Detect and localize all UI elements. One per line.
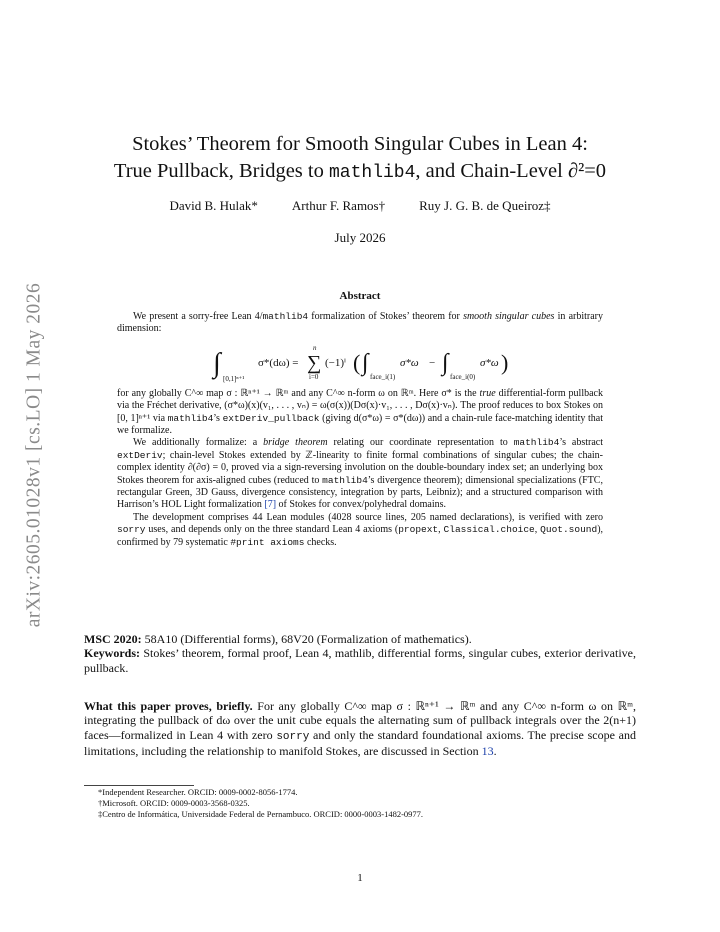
svg-text:−: − <box>429 356 436 369</box>
paper-title <box>80 131 640 187</box>
eq-integrand-0: σ*ω <box>480 356 499 369</box>
eq-face-1: face_i(1) <box>370 372 396 381</box>
footnote-1: *Independent Researcher. ORCID: 0009-0002-8056-1774. <box>98 787 298 797</box>
eq-face-0: face_i(0) <box>450 372 476 381</box>
author-3: Ruy J. G. B. de Queiroz‡ <box>419 198 551 213</box>
eq-lhs: σ*(dω) = <box>258 356 299 369</box>
footnotes <box>84 787 636 820</box>
keywords-line: Keywords: Stokes’ theorem, formal proof, Lean 4, mathlib, differential forms, singular cubes, exterior derivative, pullback. <box>84 646 636 675</box>
eq-domain: [0,1]ⁿ⁺¹ <box>223 374 245 383</box>
footnote-3: ‡Centro de Informática, Universidade Federal de Pernambuco. ORCID: 0000-0003-1482-0977. <box>98 809 424 819</box>
svg-text:∫: ∫ <box>213 347 221 379</box>
citation-link-7[interactable]: [7] <box>264 499 277 511</box>
eq-sum-top: n <box>313 343 317 352</box>
author-2: Arthur F. Ramos† <box>291 198 386 213</box>
summary-heading: What this paper proves, briefly. <box>84 699 253 713</box>
svg-text:∫: ∫ <box>442 349 449 376</box>
eq-integrand-1: σ*ω <box>400 356 419 369</box>
author-1: David B. Hulak* <box>169 198 258 213</box>
footnote-2: †Microsoft. ORCID: 0009-0003-3568-0325. <box>98 798 250 808</box>
arxiv-sidebar-stamp <box>14 265 54 645</box>
title-line-2: True Pullback, Bridges to mathlib4, and Chain-Level ∂²=0 <box>113 160 607 183</box>
abstract-heading: Abstract <box>339 290 381 302</box>
eq-sum-bottom: i=0 <box>309 372 319 381</box>
svg-text:∫: ∫ <box>362 349 369 376</box>
svg-text:∑: ∑ <box>307 351 322 374</box>
summary-paragraph: What this paper proves, briefly. For any globally C^∞ map σ : ℝⁿ⁺¹ → ℝᵐ and any C^∞ n-form ω on ℝᵐ, integrating the pullback of dω over the unit cube equals the alternating sum of pullback integrals over the 2(n+1) faces—formalized in Lean 4 with zero sorry and only the standard foundational axioms. The precise scope and limitations, including the relationship to manifold Stokes, are discussed in Section 13. <box>84 699 636 759</box>
stokes-equation <box>117 336 603 388</box>
msc-keywords <box>84 632 636 675</box>
paper-date: July 2026 <box>334 230 386 245</box>
eq-sign-term: (−1)ⁱ <box>325 356 346 369</box>
page-number: 1 <box>357 872 363 884</box>
abstract-paragraph-1: We present a sorry-free Lean 4/mathlib4 formalization of Stokes’ theorem for smooth singular cubes in arbitrary dimension: <box>117 311 604 335</box>
author-list <box>80 198 640 214</box>
title-line-1: Stokes’ Theorem for Smooth Singular Cubes in Lean 4: <box>132 133 588 155</box>
section-link-13[interactable]: 13 <box>481 744 494 759</box>
svg-text:(: ( <box>353 349 361 375</box>
abstract-paragraph-3: We additionally formalize: a bridge theorem relating our coordinate representation to mathlib4’s abstract extDeriv; chain-level Stokes extended by ℤ-linearity to finite formal combinations of singular cubes; the chain-complex identity ∂(∂σ) = 0, proved via a sign-reversing involution on the double-boundary index set; an underlying box Stokes theorem for axis-aligned cubes (reduced to mathlib4’s divergence theorem); dimensional specializations (FTC, rectangular Green, 3D Gauss, divergence consistency, integration by parts, Leibniz); and a structured comparison with Harrison’s HOL Light formalization [7] of Stokes for convex/polyhedral domains. <box>117 437 604 511</box>
abstract-paragraph-4: The development comprises 44 Lean modules (4028 source lines, 205 named declarations), is verified with zero sorry uses, and depends only on the three standard Lean 4 axioms (propext, Classical.choice, Quot.sound), confirmed by 79 systematic #print axioms checks. <box>117 511 604 548</box>
msc-line: MSC 2020: 58A10 (Differential forms), 68V20 (Formalization of mathematics). <box>84 632 472 646</box>
abstract-body <box>117 311 603 549</box>
arxiv-identifier: arXiv:2605.01028v1 [cs.LO] 1 May 2026 <box>23 282 45 628</box>
abstract-paragraph-2: for any globally C^∞ map σ : ℝⁿ⁺¹ → ℝᵐ and any C^∞ n-form ω on ℝᵐ. Here σ* is the true differential-form pullback via the Fréchet derivative, (σ*ω)(x)(v₁, . . . , vₙ) = ω(σ(x))(Dσ(x)·v₁, . . . , Dσ(x)·vₙ). The proof reduces to box Stokes on [0, 1]ⁿ⁺¹ via mathlib4’s extDeriv_pullback (giving d(σ*ω) = σ*(dω)) and a chain-rule face-matching identity that we formalize. <box>117 387 603 437</box>
footnote-rule <box>84 785 194 786</box>
svg-text:): ) <box>501 349 509 375</box>
